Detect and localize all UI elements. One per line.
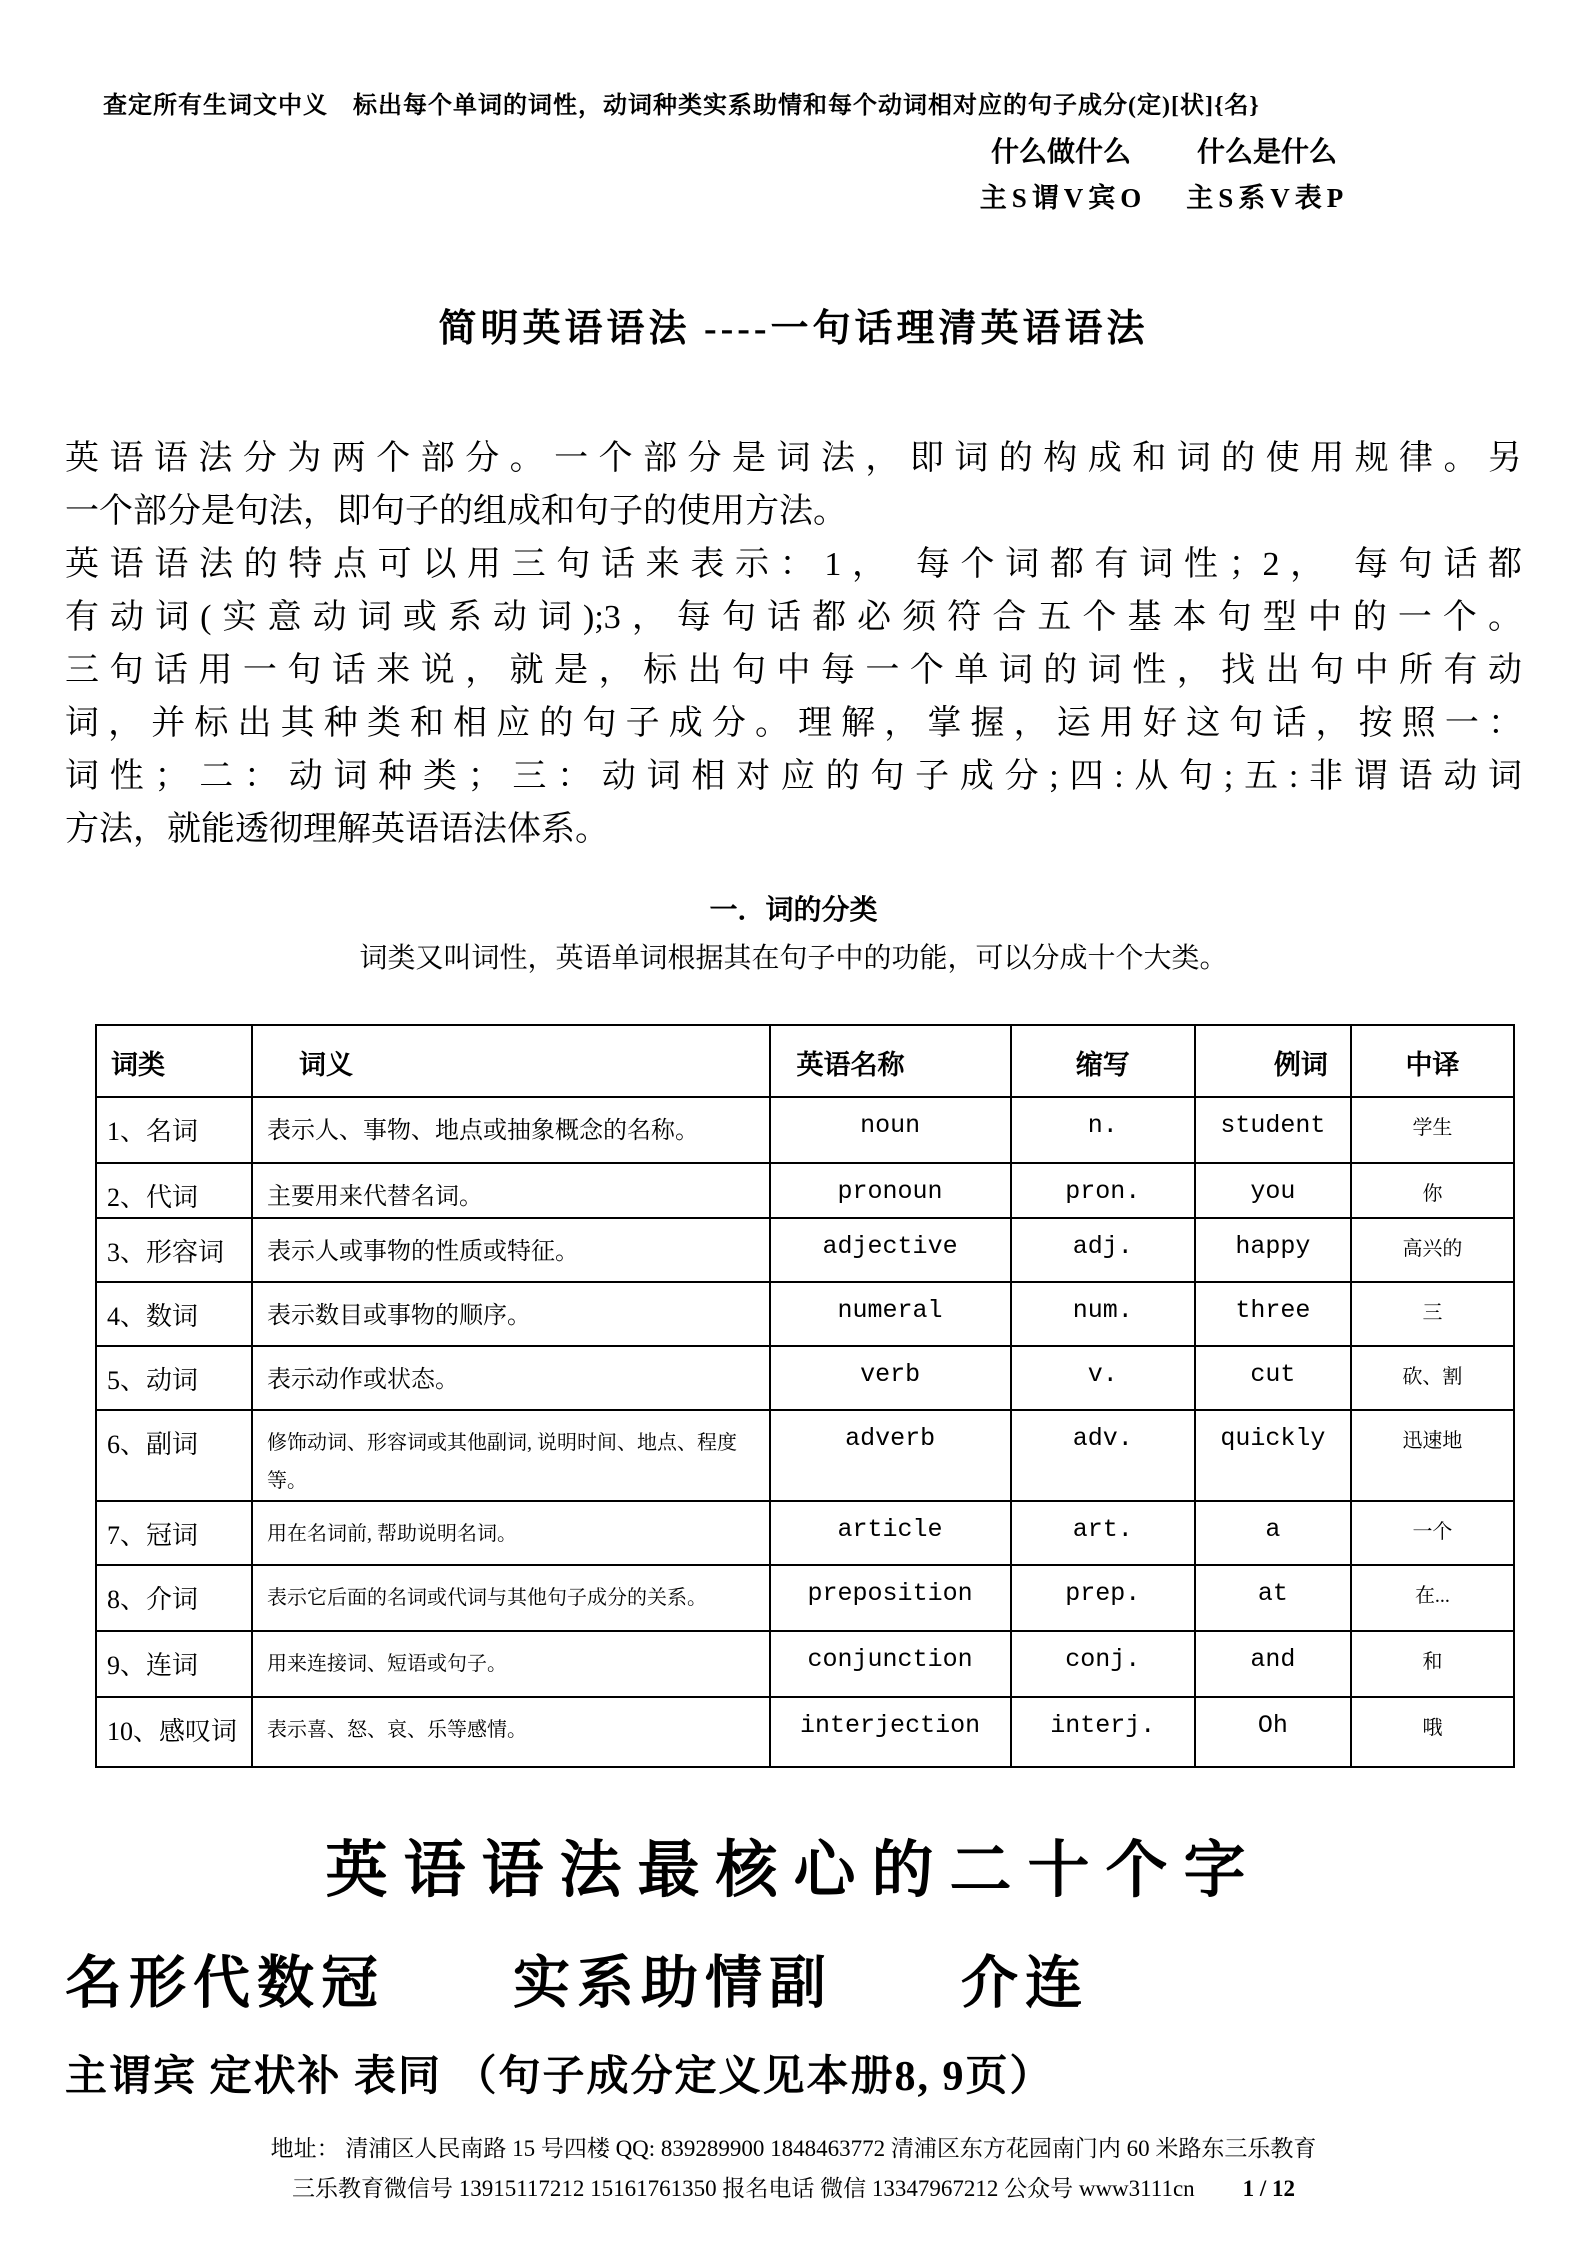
cell-word-class: 7、冠词 xyxy=(96,1501,252,1565)
cell-example: happy xyxy=(1195,1218,1351,1282)
cell-english: adverb xyxy=(770,1410,1011,1501)
table-row-verb xyxy=(96,1346,1514,1410)
cell-word-class: 1、名词 xyxy=(96,1097,252,1163)
cell-example: cut xyxy=(1195,1346,1351,1410)
intro-line: 方法，就能透彻理解英语语法体系。 xyxy=(65,811,609,848)
cell-english: interjection xyxy=(770,1697,1011,1767)
annotation-line-3 xyxy=(854,176,1474,215)
intro-line: 三句话用一句话来说，就是，标出句中每一个单词的词性，找出句中所有动 xyxy=(65,652,1522,689)
table-row-conjunction xyxy=(96,1631,1514,1697)
cell-english: numeral xyxy=(770,1282,1011,1346)
cell-english: preposition xyxy=(770,1565,1011,1631)
cell-meaning: 表示人、事物、地点或抽象概念的名称。 xyxy=(252,1097,770,1163)
cell-chinese: 一个 xyxy=(1351,1501,1514,1565)
annotation-svo: 主S谓V宾O xyxy=(979,183,1147,213)
core-word-classes-line: 名形代数冠 实系助情副 介连 xyxy=(65,1952,1089,2015)
cell-english: noun xyxy=(770,1097,1011,1163)
cell-english: article xyxy=(770,1501,1011,1565)
table-row-numeral xyxy=(96,1282,1514,1346)
annotation-line-1: 查定所有生词文中义 标出每个单词的词性，动词种类实系助情和每个动词相对应的句子成分(定)[状]{名} xyxy=(103,93,1260,119)
footer-address-line: 地址： 清浦区人民南路 15 号四楼 QQ: 839289900 1848463772 清浦区东方花园南门内 60 米路东三乐教育 xyxy=(270,2136,1317,2161)
table-row-pronoun xyxy=(96,1163,1514,1218)
cell-example: three xyxy=(1195,1282,1351,1346)
page-number: 1 / 12 xyxy=(1242,2176,1296,2201)
section-subtitle: 词类又叫词性，英语单词根据其在句子中的功能，可以分成十个大类。 xyxy=(359,943,1228,974)
cell-abbr: n. xyxy=(1011,1097,1195,1163)
intro-line: 有动词(实意动词或系动词);3，每句话都必须符合五个基本句型中的一个。 xyxy=(65,599,1522,636)
footer-contact-line xyxy=(65,2169,1522,2209)
cell-word-class: 4、数词 xyxy=(96,1282,252,1346)
cell-chinese: 高兴的 xyxy=(1351,1218,1514,1282)
footer-contact-text: 三乐教育微信号 13915117212 15161761350 报名电话 微信 13347967212 公众号 www3111cn xyxy=(291,2176,1195,2201)
cell-chinese: 哦 xyxy=(1351,1697,1514,1767)
cell-meaning: 表示动作或状态。 xyxy=(252,1346,770,1410)
cell-word-class: 5、动词 xyxy=(96,1346,252,1410)
section-heading: 一．词的分类 xyxy=(709,895,878,926)
table-row-preposition xyxy=(96,1565,1514,1631)
intro-line: 词性；二：动词种类；三：动词相对应的句子成分;四:从句;五:非谓语动词 xyxy=(65,758,1522,795)
header-chinese: 中译 xyxy=(1351,1025,1514,1097)
intro-line: 一个部分是句法，即句子的组成和句子的使用方法。 xyxy=(65,493,847,530)
intro-line: 英语语法分为两个部分。一个部分是词法，即词的构成和词的使用规律。另 xyxy=(65,440,1522,477)
cell-example: student xyxy=(1195,1097,1351,1163)
intro-line: 英语语法的特点可以用三句话来表示：1， 每个词都有词性；2， 每句话都 xyxy=(65,546,1522,583)
cell-example: quickly xyxy=(1195,1410,1351,1501)
cell-english: conjunction xyxy=(770,1631,1011,1697)
cell-english: adjective xyxy=(770,1218,1011,1282)
cell-abbr: pron. xyxy=(1011,1163,1195,1218)
annotation-what-is: 什么是什么 xyxy=(1197,137,1338,168)
intro-paragraph xyxy=(65,432,1522,856)
cell-meaning: 表示数目或事物的顺序。 xyxy=(252,1282,770,1346)
cell-english: verb xyxy=(770,1346,1011,1410)
cell-word-class: 2、代词 xyxy=(96,1163,252,1218)
cell-word-class: 8、介词 xyxy=(96,1565,252,1631)
page-footer xyxy=(65,2129,1522,2209)
cell-abbr: v. xyxy=(1011,1346,1195,1410)
cell-meaning: 用来连接词、短语或句子。 xyxy=(252,1631,770,1697)
cell-example: a xyxy=(1195,1501,1351,1565)
cell-abbr: adj. xyxy=(1011,1218,1195,1282)
cell-meaning: 表示人或事物的性质或特征。 xyxy=(252,1218,770,1282)
table-row-noun xyxy=(96,1097,1514,1163)
table-row-interjection xyxy=(96,1697,1514,1767)
cell-word-class: 9、连词 xyxy=(96,1631,252,1697)
cell-meaning: 主要用来代替名词。 xyxy=(252,1163,770,1218)
cell-word-class: 3、形容词 xyxy=(96,1218,252,1282)
intro-line: 词，并标出其种类和相应的句子成分。理解，掌握，运用好这句话，按照一： xyxy=(65,705,1522,742)
cell-abbr: adv. xyxy=(1011,1410,1195,1501)
cell-example: you xyxy=(1195,1163,1351,1218)
cell-abbr: conj. xyxy=(1011,1631,1195,1697)
header-english-name: 英语名称 xyxy=(770,1025,1011,1097)
cell-word-class: 10、感叹词 xyxy=(96,1697,252,1767)
annotation-line-2 xyxy=(854,130,1474,170)
table-row-article xyxy=(96,1501,1514,1565)
cell-chinese: 和 xyxy=(1351,1631,1514,1697)
page-title: 简明英语语法 ----一句话理清英语语法 xyxy=(438,308,1149,350)
cell-chinese: 三 xyxy=(1351,1282,1514,1346)
cell-meaning: 修饰动词、形容词或其他副词, 说明时间、地点、程度等。 xyxy=(252,1410,770,1501)
table-row-adjective xyxy=(96,1218,1514,1282)
cell-abbr: num. xyxy=(1011,1282,1195,1346)
cell-meaning: 表示喜、怒、哀、乐等感情。 xyxy=(252,1697,770,1767)
cell-chinese: 迅速地 xyxy=(1351,1410,1514,1501)
cell-example: at xyxy=(1195,1565,1351,1631)
cell-example: and xyxy=(1195,1631,1351,1697)
header-word-class: 词类 xyxy=(96,1025,252,1097)
cell-meaning: 表示它后面的名词或代词与其他句子成分的关系。 xyxy=(252,1565,770,1631)
header-meaning: 词义 xyxy=(252,1025,770,1097)
cell-abbr: art. xyxy=(1011,1501,1195,1565)
core-sentence-elements-line: 主谓宾 定状补 表同 （句子成分定义见本册8, 9页） xyxy=(65,2054,1054,2100)
annotation-what-does: 什么做什么 xyxy=(990,137,1131,168)
cell-chinese: 你 xyxy=(1351,1163,1514,1218)
cell-meaning: 用在名词前, 帮助说明名词。 xyxy=(252,1501,770,1565)
cell-english: pronoun xyxy=(770,1163,1011,1218)
table-header-row xyxy=(96,1025,1514,1097)
annotation-block xyxy=(854,130,1474,215)
core-twenty-chars-heading: 英语语法最核心的二十个字 xyxy=(325,1837,1262,1905)
cell-chinese: 学生 xyxy=(1351,1097,1514,1163)
header-example: 例词 xyxy=(1195,1025,1351,1097)
header-abbreviation: 缩写 xyxy=(1011,1025,1195,1097)
cell-abbr: prep. xyxy=(1011,1565,1195,1631)
cell-example: Oh xyxy=(1195,1697,1351,1767)
cell-chinese: 在... xyxy=(1351,1565,1514,1631)
cell-abbr: interj. xyxy=(1011,1697,1195,1767)
parts-of-speech-table xyxy=(95,1024,1515,1768)
table-row-adverb xyxy=(96,1410,1514,1501)
cell-chinese: 砍、割 xyxy=(1351,1346,1514,1410)
annotation-svp: 主S系V表P xyxy=(1186,183,1349,213)
cell-word-class: 6、副词 xyxy=(96,1410,252,1501)
